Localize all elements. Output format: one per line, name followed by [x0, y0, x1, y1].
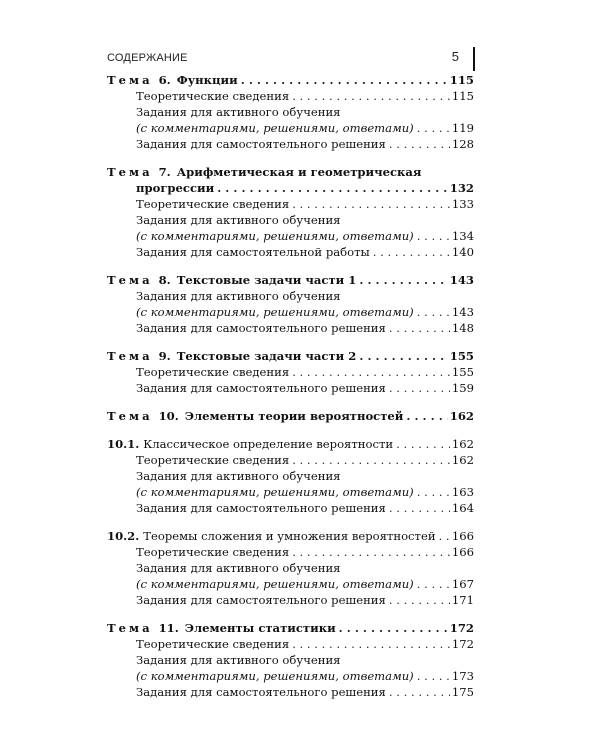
page-number: 173 [451, 669, 474, 683]
toc-item-label: Задания для самостоятельного решения [136, 381, 386, 395]
toc-topic-heading[interactable] [107, 164, 474, 180]
dot-leader [389, 592, 450, 608]
dot-leader [292, 88, 450, 104]
toc-topic-heading[interactable] [107, 620, 474, 636]
toc-item-label: Теоретические сведения [136, 545, 290, 559]
toc-item-label[interactable]: Задания для активного обучения [136, 213, 341, 227]
toc-item[interactable] [107, 484, 474, 500]
toc-item-label: Теоретические сведения [136, 637, 290, 651]
page-number: 166 [451, 545, 474, 559]
page-number: 172 [449, 621, 474, 635]
header-page-number: 5 [451, 49, 459, 64]
toc-topic-heading[interactable] [107, 272, 474, 288]
page-number: 162 [451, 437, 474, 451]
toc-item[interactable] [107, 304, 474, 320]
toc-topic-heading[interactable] [107, 72, 474, 88]
topic-number: 10. [158, 409, 179, 423]
toc-item-label[interactable]: Задания для активного обучения [136, 289, 341, 303]
section-number: 10.1. [107, 437, 140, 451]
toc-item[interactable] [107, 592, 474, 608]
toc-item-label: Задания для самостоятельного решения [136, 685, 386, 699]
toc-item[interactable] [107, 500, 474, 516]
toc-topic-heading[interactable] [107, 408, 474, 424]
toc-item[interactable] [107, 452, 474, 468]
page-number: 162 [449, 409, 474, 423]
dot-leader [417, 304, 450, 320]
dot-leader [406, 408, 447, 424]
page-number: 162 [451, 453, 474, 467]
section-title: Теоремы сложения и умножения вероятностей [143, 529, 436, 543]
page-number: 133 [451, 197, 474, 211]
topic-title: Элементы статистики [184, 621, 336, 635]
topic-number: 9. [158, 349, 171, 363]
dot-leader [292, 544, 450, 560]
dot-leader [389, 380, 450, 396]
toc-topic-8 [107, 272, 474, 336]
topic-word: Тема [107, 73, 153, 87]
dot-leader [292, 196, 450, 212]
dot-leader [439, 528, 450, 544]
toc-topic-10 [107, 408, 474, 424]
topic-title: Элементы теории вероятностей [184, 409, 404, 423]
topic-number: 6. [158, 73, 171, 87]
dot-leader [359, 348, 447, 364]
table-of-contents [107, 72, 474, 700]
dot-leader [292, 364, 450, 380]
toc-item[interactable] [107, 88, 474, 104]
topic-title: Арифметическая и геометрическая [176, 165, 422, 179]
dot-leader [339, 620, 448, 636]
topic-title: прогрессии [136, 181, 215, 195]
toc-item-label[interactable]: Задания для активного обучения [136, 105, 341, 119]
page-number: 140 [451, 245, 474, 259]
toc-item-label: Задания для самостоятельного решения [136, 321, 386, 335]
topic-number: 8. [158, 273, 171, 287]
dot-leader [217, 180, 448, 196]
page-number: 128 [451, 137, 474, 151]
dot-leader [292, 636, 450, 652]
page-number: 171 [451, 593, 474, 607]
toc-section-heading[interactable] [107, 528, 474, 544]
section-number: 10.2. [107, 529, 140, 543]
toc-item[interactable] [107, 136, 474, 152]
dot-leader [417, 668, 450, 684]
topic-title: Функции [176, 73, 238, 87]
dot-leader [417, 120, 450, 136]
page-number: 143 [449, 273, 474, 287]
toc-item[interactable] [107, 636, 474, 652]
page-number: 159 [451, 381, 474, 395]
dot-leader [241, 72, 448, 88]
toc-item[interactable] [107, 364, 474, 380]
dot-leader [389, 136, 450, 152]
topic-word: Тема [107, 349, 153, 363]
toc-item-label: Задания для самостоятельной работы [136, 245, 370, 259]
page-number: 163 [451, 485, 474, 499]
page-number: 115 [449, 73, 474, 87]
dot-leader [417, 576, 450, 592]
toc-item-label-italic: (с комментариями, решениями, ответами) [136, 305, 414, 319]
toc-item[interactable] [107, 684, 474, 700]
dot-leader [359, 272, 447, 288]
page-number: 164 [451, 501, 474, 515]
topic-title: Текстовые задачи части 2 [176, 349, 357, 363]
dot-leader [373, 244, 450, 260]
toc-item-label-italic: (с комментариями, решениями, ответами) [136, 121, 414, 135]
toc-item[interactable] [107, 320, 474, 336]
section-title: Классическое определение вероятности [143, 437, 394, 451]
toc-topic-9 [107, 348, 474, 396]
toc-section-heading[interactable] [107, 436, 474, 452]
toc-item[interactable] [107, 668, 474, 684]
toc-item-label-italic: (с комментариями, решениями, ответами) [136, 577, 414, 591]
header-rule [473, 47, 475, 71]
toc-item[interactable] [107, 244, 474, 260]
page-number: 119 [451, 121, 474, 135]
running-header [107, 49, 479, 71]
toc-section-10-1 [107, 436, 474, 516]
toc-topic-heading[interactable] [107, 348, 474, 364]
toc-item-label: Теоретические сведения [136, 89, 290, 103]
dot-leader [292, 452, 450, 468]
page-number: 155 [449, 349, 474, 363]
page-number: 148 [451, 321, 474, 335]
dot-leader [389, 500, 450, 516]
toc-item-label: Теоретические сведения [136, 365, 290, 379]
dot-leader [417, 484, 450, 500]
topic-title: Текстовые задачи части 1 [176, 273, 357, 287]
toc-item-label: Задания для самостоятельного решения [136, 137, 386, 151]
page-number: 134 [451, 229, 474, 243]
toc-item-label[interactable]: Задания для активного обучения [136, 561, 341, 575]
dot-leader [389, 320, 450, 336]
page-number: 175 [451, 685, 474, 699]
topic-number: 7. [158, 165, 171, 179]
topic-word: Тема [107, 409, 153, 423]
page-number: 115 [451, 89, 474, 103]
toc-item[interactable] [107, 380, 474, 396]
toc-item[interactable] [107, 576, 474, 592]
toc-item[interactable] [107, 544, 474, 560]
toc-item-label[interactable]: Задания для активного обучения [136, 653, 341, 667]
toc-item-label-italic: (с комментариями, решениями, ответами) [136, 669, 414, 683]
page-number: 172 [451, 637, 474, 651]
toc-topic-heading-cont[interactable] [107, 180, 474, 196]
topic-word: Тема [107, 273, 153, 287]
toc-item-label[interactable]: Задания для активного обучения [136, 469, 341, 483]
toc-item-label-italic: (с комментариями, решениями, ответами) [136, 229, 414, 243]
page-number: 143 [451, 305, 474, 319]
toc-item-label-italic: (с комментариями, решениями, ответами) [136, 485, 414, 499]
dot-leader [396, 436, 450, 452]
toc-item-label: Теоретические сведения [136, 197, 290, 211]
toc-item-label: Задания для самостоятельного решения [136, 593, 386, 607]
toc-topic-7 [107, 164, 474, 260]
toc-item[interactable] [107, 120, 474, 136]
toc-item[interactable] [107, 196, 474, 212]
page-number: 166 [451, 529, 474, 543]
toc-item-label: Теоретические сведения [136, 453, 290, 467]
toc-section-10-2 [107, 528, 474, 608]
page-number: 132 [449, 181, 474, 195]
topic-word: Тема [107, 165, 153, 179]
page-number: 167 [451, 577, 474, 591]
header-title: СОДЕРЖАНИЕ [107, 52, 188, 64]
toc-item-label: Задания для самостоятельного решения [136, 501, 386, 515]
topic-word: Тема [107, 621, 153, 635]
toc-item[interactable] [107, 228, 474, 244]
dot-leader [417, 228, 450, 244]
topic-number: 11. [158, 621, 179, 635]
dot-leader [389, 684, 450, 700]
toc-topic-11 [107, 620, 474, 700]
toc-topic-6 [107, 72, 474, 152]
page-number: 155 [451, 365, 474, 379]
